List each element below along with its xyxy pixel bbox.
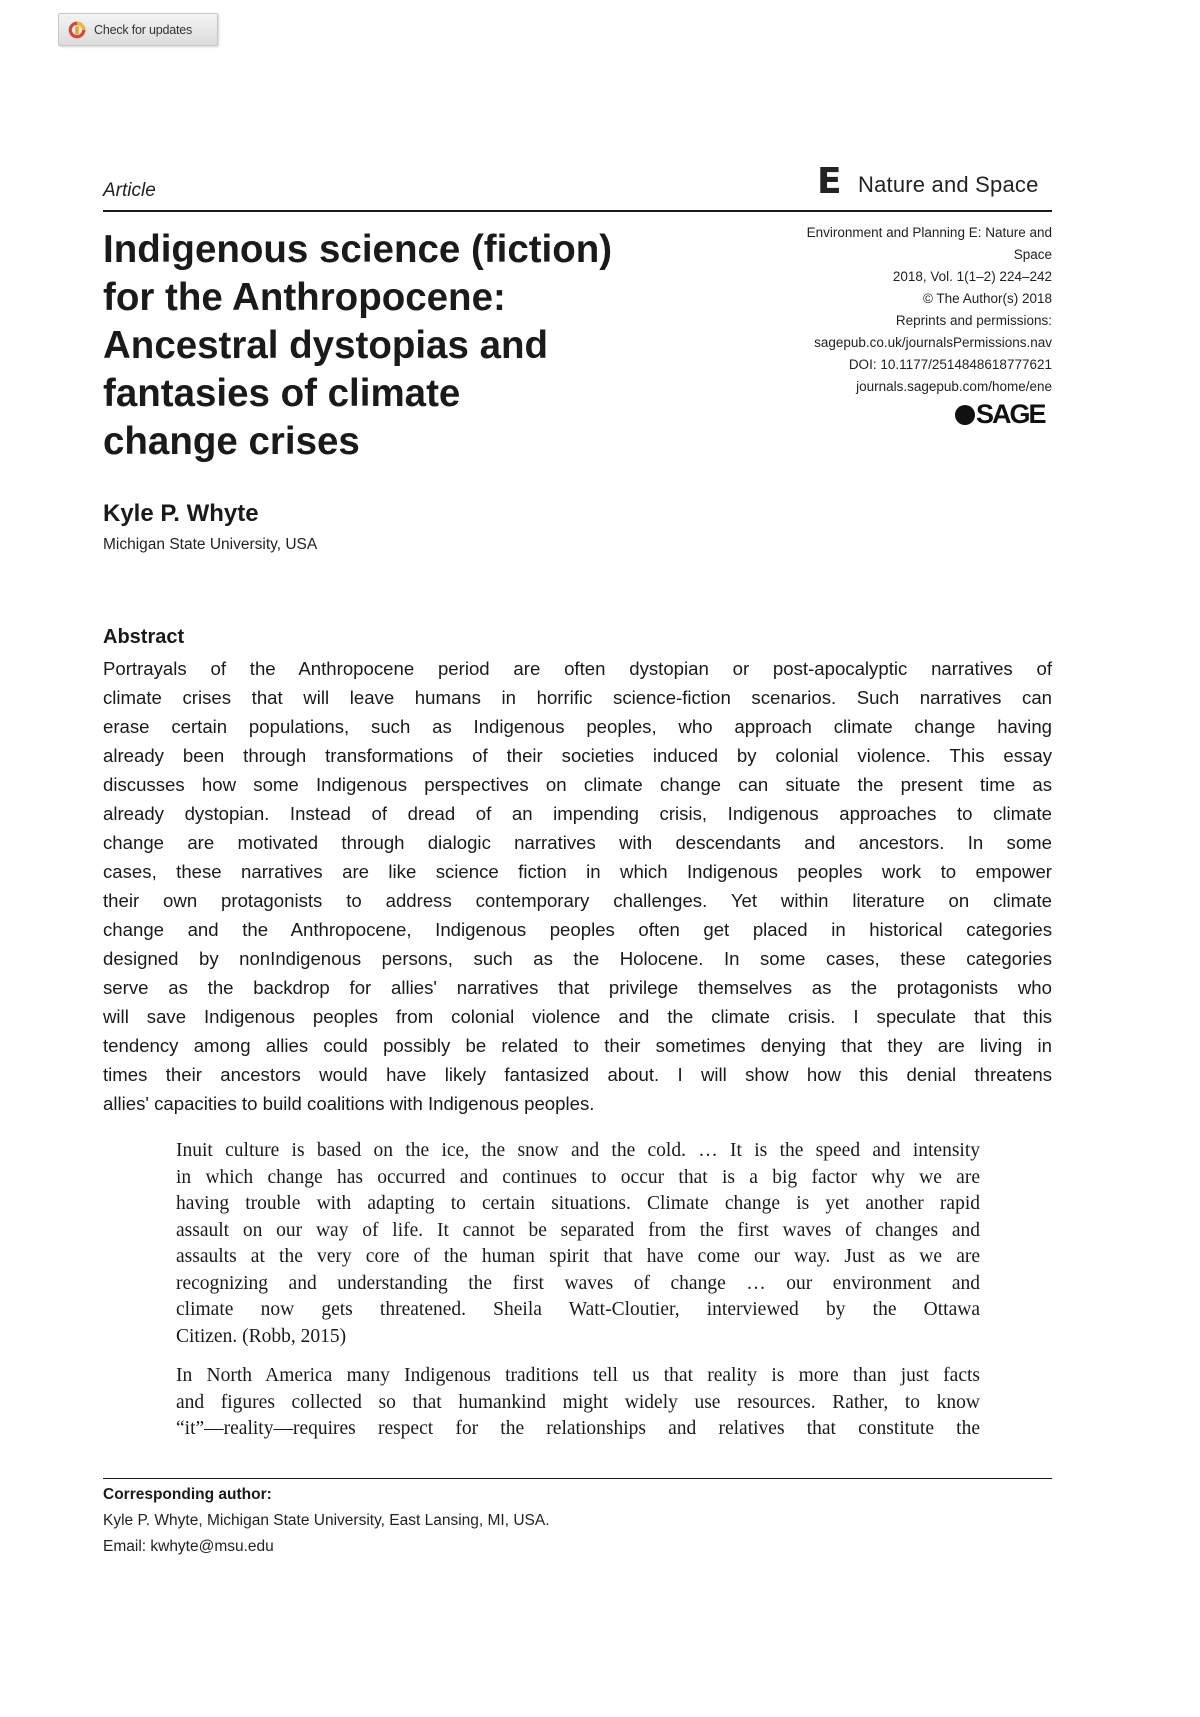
author-name: Kyle P. Whyte xyxy=(103,500,259,527)
abstract-line: already been through transformations of their societies induced by colonial violence. This essay xyxy=(103,745,1052,766)
journal-info-line: 2018, Vol. 1(1–2) 224–242 xyxy=(892,269,1052,284)
abstract-line: climate crises that will leave humans in horrific science-fiction scenarios. Such narratives can xyxy=(103,687,1052,708)
quote-line: Inuit culture is based on the ice, the snow and the cold. … It is the speed and intensity xyxy=(176,1140,980,1161)
author-affiliation: Michigan State University, USA xyxy=(103,536,318,553)
abstract-line: Portrayals of the Anthropocene period are often dystopian or post-apocalyptic narratives of xyxy=(103,658,1052,679)
journal-info-line: Space xyxy=(1013,247,1052,262)
check-for-updates-label: Check for updates xyxy=(94,22,193,37)
header-rule xyxy=(103,210,1052,212)
doi-link[interactable]: DOI: 10.1177/2514848618777621 xyxy=(848,357,1052,372)
abstract-line: tendency among allies could possibly be related to their sometimes denying that they are living in xyxy=(103,1035,1052,1056)
quote-line: recognizing and understanding the first waves of change … our environment and xyxy=(176,1272,980,1294)
abstract-line: designed by nonIndigenous persons, such as the Holocene. In some cases, these categories xyxy=(103,948,1052,969)
journal-info-line: Reprints and permissions: xyxy=(895,313,1052,328)
sage-logo-text: SAGE xyxy=(976,399,1045,429)
check-for-updates-button[interactable] xyxy=(58,13,218,46)
abstract-line: already dystopian. Instead of dread of an impending crisis, Indigenous approaches to climate xyxy=(103,803,1052,824)
abstract-line: serve as the backdrop for allies' narratives that privilege themselves as the protagonists who xyxy=(103,977,1052,998)
quote-line: in which change has occurred and continues to occur that is a big factor why we are xyxy=(176,1166,980,1188)
abstract-line: their own protagonists to address contemporary challenges. Yet within literature on climate xyxy=(103,890,1052,911)
title-line: for the Anthropocene: xyxy=(103,276,506,319)
abstract-line: change are motivated through dialogic narratives with descendants and ancestors. In some xyxy=(103,832,1052,853)
update-ring-icon xyxy=(68,21,86,39)
title-line: fantasies of climate xyxy=(103,372,461,415)
sage-logo xyxy=(955,399,1045,430)
abstract-line: allies' capacities to build coalitions with Indigenous peoples. xyxy=(103,1093,595,1114)
abstract-line: change and the Anthropocene, Indigenous peoples often get placed in historical categories xyxy=(103,919,1052,940)
corresponding-author-address: Kyle P. Whyte, Michigan State University, East Lansing, MI, USA. xyxy=(103,1512,550,1529)
journal-brand-name: Nature and Space xyxy=(858,172,1039,197)
article-title xyxy=(103,226,683,466)
title-line: Indigenous science (fiction) xyxy=(103,228,613,271)
journal-info xyxy=(690,222,1052,398)
title-line: change crises xyxy=(103,420,360,463)
quote-line: assaults at the very core of the human spirit that have come our way. Just as we are xyxy=(176,1246,980,1267)
quote-line: and figures collected so that humankind might widely use resources. Rather, to know xyxy=(176,1391,980,1413)
abstract-heading: Abstract xyxy=(103,626,185,648)
quote-line: Citizen. (Robb, 2015) xyxy=(176,1325,347,1347)
sage-mark-icon xyxy=(955,405,975,425)
abstract-body xyxy=(103,654,1052,1118)
abstract-line: cases, these narratives are like science fiction in which Indigenous peoples work to empower xyxy=(103,861,1052,882)
quote-line: In North America many Indigenous traditions tell us that reality is more than just facts xyxy=(176,1365,980,1386)
quote-line: “it”—reality—requires respect for the relationships and relatives that constitute the xyxy=(176,1418,980,1439)
quote-line: having trouble with adapting to certain situations. Climate change is yet another rapid xyxy=(176,1193,980,1214)
journal-home-link[interactable]: journals.sagepub.com/home/ene xyxy=(856,379,1052,394)
quote-line: assault on our way of life. It cannot be separated from the first waves of changes and xyxy=(176,1219,980,1241)
abstract-line: times their ancestors would have likely fantasized about. I will show how this denial threatens xyxy=(103,1064,1052,1085)
corresponding-author-heading: Corresponding author: xyxy=(103,1486,272,1503)
corresponding-author-email[interactable]: Email: kwhyte@msu.edu xyxy=(103,1538,274,1555)
journal-brand-letter: E xyxy=(817,161,842,202)
quote-line: climate now gets threatened. Sheila Watt-Cloutier, interviewed by the Ottawa xyxy=(176,1299,980,1320)
abstract-line: discusses how some Indigenous perspectives on climate change can situate the present time as xyxy=(103,774,1052,795)
article-type-label: Article xyxy=(103,180,156,201)
second-quote xyxy=(176,1363,980,1443)
journal-info-line: © The Author(s) 2018 xyxy=(922,291,1052,306)
abstract-line: will save Indigenous peoples from colonial violence and the climate crisis. I speculate that this xyxy=(103,1006,1052,1027)
journal-info-line: Environment and Planning E: Nature and xyxy=(806,225,1052,240)
abstract-line: erase certain populations, such as Indigenous peoples, who approach climate change having xyxy=(103,716,1052,737)
epigraph-quote xyxy=(176,1138,980,1350)
title-line: Ancestral dystopias and xyxy=(103,324,549,367)
permissions-link[interactable]: sagepub.co.uk/journalsPermissions.nav xyxy=(814,335,1052,350)
footnote-rule xyxy=(103,1478,1052,1479)
